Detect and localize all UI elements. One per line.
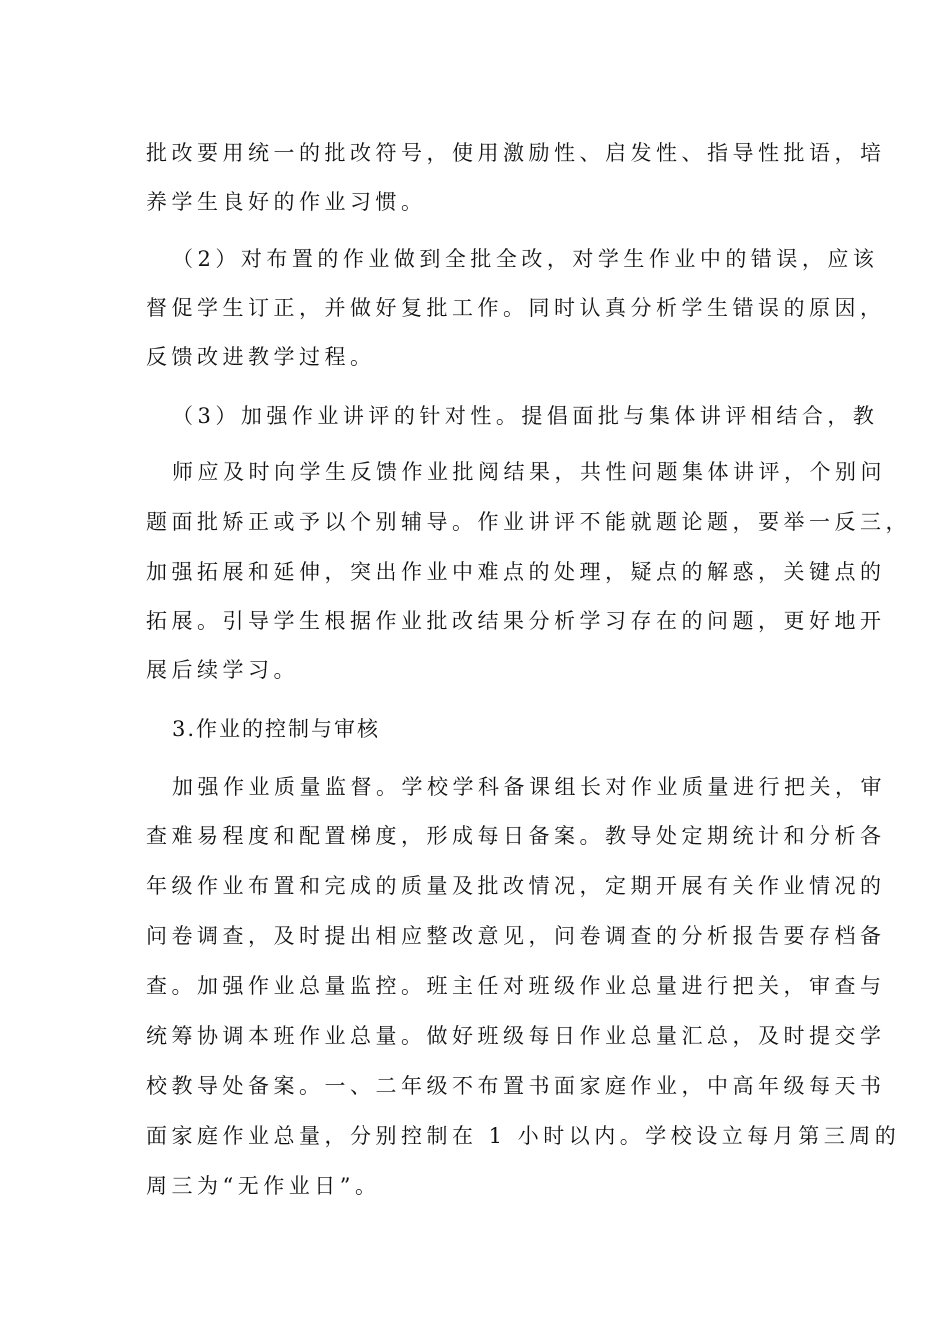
paragraph-4-line-5: 查。加强作业总量监控。班主任对班级作业总量进行把关，审查与 <box>146 974 886 998</box>
paragraph-3-line-4: 加强拓展和延伸，突出作业中难点的处理，疑点的解惑，关键点的 <box>146 560 886 584</box>
paragraph-2-line-2: 督促学生订正，并做好复批工作。同时认真分析学生错误的原因， <box>146 296 886 320</box>
paragraph-4-line-8: 面家庭作业总量，分别控制在 1 小时以内。学校设立每月第三周的 <box>146 1124 901 1148</box>
paragraph-4-line-6: 统筹协调本班作业总量。做好班级每日作业总量汇总，及时提交学 <box>146 1024 886 1048</box>
paragraph-3-line-6: 展后续学习。 <box>146 658 299 682</box>
paragraph-3-line-2: 师应及时向学生反馈作业批阅结果，共性问题集体讲评，个别问 <box>172 460 886 484</box>
paragraph-4-line-3: 年级作业布置和完成的质量及批改情况，定期开展有关作业情况的 <box>146 874 886 898</box>
paragraph-4-line-2: 查难易程度和配置梯度，形成每日备案。教导处定期统计和分析各 <box>146 824 886 848</box>
paragraph-1-line-1: 批改要用统一的批改符号，使用激励性、启发性、指导性批语，培 <box>146 141 886 165</box>
paragraph-4-line-1: 加强作业质量监督。学校学科备课组长对作业质量进行把关，审 <box>172 775 886 799</box>
paragraph-4-line-7: 校教导处备案。一、二年级不布置书面家庭作业，中高年级每天书 <box>146 1074 886 1098</box>
paragraph-4-line-9: 周三为“无作业日”。 <box>146 1174 381 1198</box>
section-heading: 3.作业的控制与审核 <box>172 717 381 741</box>
paragraph-1-line-2: 养学生良好的作业习惯。 <box>146 190 427 214</box>
paragraph-2-line-1: （2）对布置的作业做到全批全改，对学生作业中的错误，应该 <box>172 247 879 271</box>
paragraph-3-line-3: 题面批矫正或予以个别辅导。作业讲评不能就题论题，要举一反三， <box>146 510 911 534</box>
paragraph-2-line-3: 反馈改进教学过程。 <box>146 345 376 369</box>
paragraph-4-line-4: 问卷调查，及时提出相应整改意见，问卷调查的分析报告要存档备 <box>146 924 886 948</box>
paragraph-3-line-1: （3）加强作业讲评的针对性。提倡面批与集体讲评相结合，教 <box>172 404 879 428</box>
paragraph-3-line-5: 拓展。引导学生根据作业批改结果分析学习存在的问题，更好地开 <box>146 609 886 633</box>
